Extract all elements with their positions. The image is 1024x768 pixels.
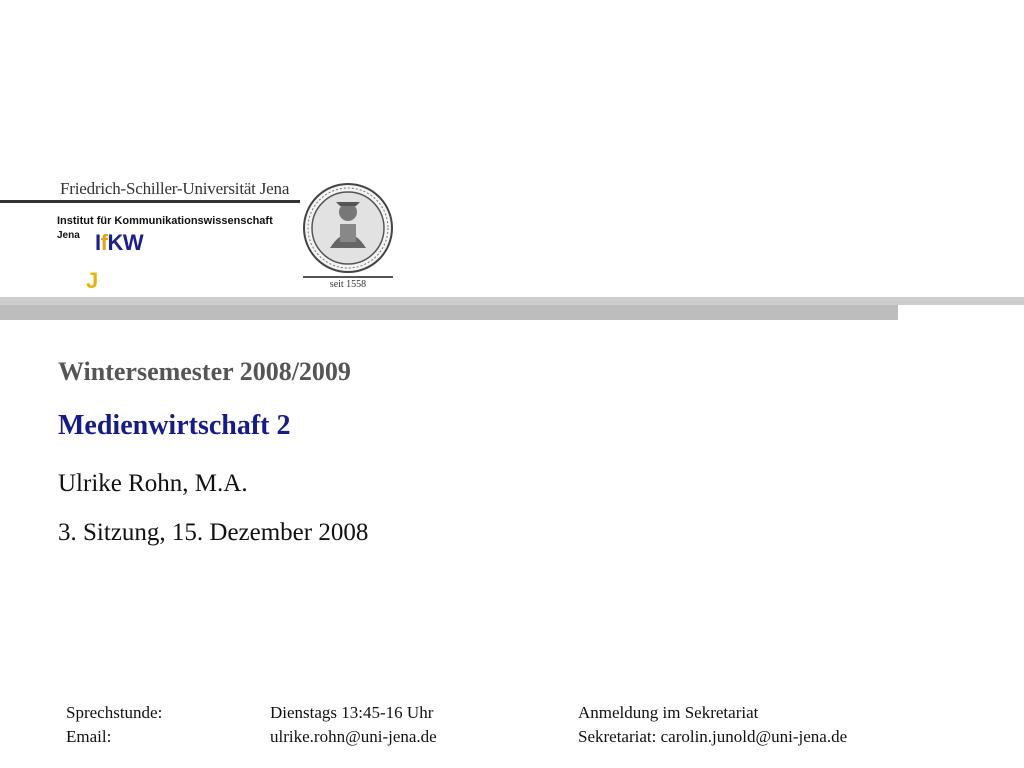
logo-letter-j: J — [86, 268, 99, 293]
header-rule — [0, 200, 300, 203]
logo-letter-f: f — [100, 230, 108, 255]
institute-city: Jena — [57, 230, 80, 241]
ifkw-logo — [95, 230, 143, 256]
logo-letter-i: I — [95, 230, 101, 255]
institute-name: Institut für Kommunikationswissenschaft — [57, 215, 273, 227]
secretariat-email[interactable]: Sekretariat: carolin.junold@uni-jena.de — [578, 727, 848, 746]
university-seal-icon — [300, 180, 396, 276]
header-band-light — [0, 297, 1024, 305]
university-name: Friedrich-Schiller-Universität Jena — [60, 179, 290, 198]
seal-underline — [303, 276, 393, 278]
logo-letters-kw: KW — [107, 230, 144, 255]
office-hours-value: Dienstags 13:45-16 Uhr — [270, 703, 434, 722]
email-link[interactable]: ulrike.rohn@uni-jena.de — [270, 727, 437, 746]
lecturer-name: Ulrike Rohn, M.A. — [58, 470, 248, 497]
email-label: Email: — [66, 727, 112, 746]
course-title: Medienwirtschaft 2 — [58, 410, 291, 441]
seal-caption: seit 1558 — [329, 279, 367, 290]
office-hours-note: Anmeldung im Sekretariat — [578, 703, 759, 722]
header-band — [0, 305, 898, 320]
session-date: 3. Sitzung, 15. Dezember 2008 — [58, 519, 369, 546]
semester-title: Wintersemester 2008/2009 — [58, 357, 351, 386]
office-hours-label: Sprechstunde: — [66, 703, 163, 722]
